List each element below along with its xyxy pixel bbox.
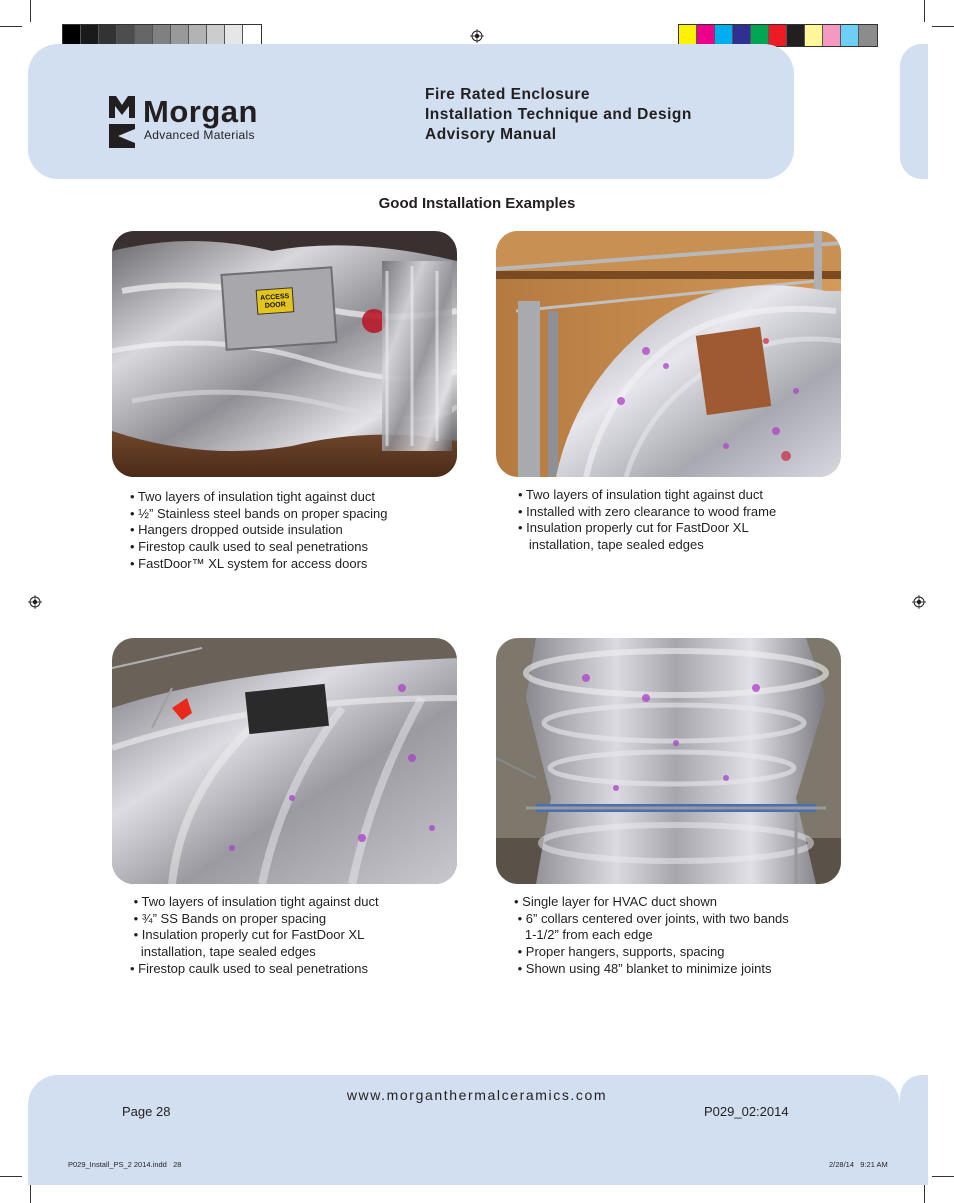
caption-bullet: • Installed with zero clearance to wood frame <box>518 503 777 519</box>
color-swatch <box>823 25 841 46</box>
photo-duct-wood-frame <box>496 231 841 477</box>
access-door-sign-label: ACCESS <box>259 292 290 303</box>
color-swatch <box>841 25 859 46</box>
color-swatch <box>679 25 697 46</box>
caption-bottom-right <box>514 894 789 978</box>
color-swatch <box>787 25 805 46</box>
color-swatch <box>171 25 189 46</box>
section-heading: Good Installation Examples <box>378 195 576 212</box>
logo-wordmark: Morgan <box>143 94 258 129</box>
caption-bullet: installation, tape sealed edges <box>130 944 316 960</box>
caption-bullet: • Proper hangers, supports, spacing <box>514 944 725 960</box>
photo-hvac-duct-collars <box>496 638 841 884</box>
morgan-logo-icon <box>109 96 135 148</box>
caption-bullet: • Insulation properly cut for FastDoor XL <box>130 927 365 943</box>
document-title-line-2: Installation Technique and Design <box>425 106 692 123</box>
access-door-sign-label: DOOR <box>264 301 287 310</box>
caption-bullet: • ½” Stainless steel bands on proper spacing <box>130 505 388 521</box>
registration-mark-icon <box>912 595 926 609</box>
caption-bullet: • Hangers dropped outside insulation <box>130 522 343 538</box>
header-side-tab <box>900 44 928 179</box>
caption-bullet: • 6” collars centered over joints, with two bands <box>514 910 789 926</box>
color-swatch <box>243 25 261 46</box>
document-title-line-3: Advisory Manual <box>425 126 557 143</box>
caption-bullet: installation, tape sealed edges <box>518 537 704 553</box>
document-code: P029_02:2014 <box>704 1104 789 1119</box>
print-slug-filename: P029_Install_PS_2 2014.indd 28 <box>68 1160 182 1169</box>
caption-bullet: • Shown using 48” blanket to minimize joints <box>514 960 772 976</box>
website-link[interactable]: www.morganthermalceramics.com <box>346 1087 608 1103</box>
color-swatch <box>751 25 769 46</box>
photo-duct-firestop-caulk <box>112 638 457 884</box>
caption-bullet: 1-1/2” from each edge <box>514 927 653 943</box>
crop-mark <box>0 1176 22 1177</box>
color-swatch <box>63 25 81 46</box>
color-swatch <box>697 25 715 46</box>
logo-subtitle: Advanced Materials <box>144 128 255 142</box>
color-swatch <box>733 25 751 46</box>
color-swatch <box>117 25 135 46</box>
color-swatch <box>859 25 877 46</box>
crop-mark <box>0 26 22 27</box>
document-title-line-1: Fire Rated Enclosure <box>425 86 591 103</box>
print-slug-timestamp: 2/28/14 9:21 AM <box>829 1160 888 1169</box>
crop-mark <box>924 0 925 22</box>
color-swatch <box>153 25 171 46</box>
crop-mark <box>932 1176 954 1177</box>
caption-top-right <box>518 487 776 554</box>
page-number: Page 28 <box>122 1104 171 1119</box>
photo-duct-access-door <box>112 231 457 477</box>
color-swatch <box>81 25 99 46</box>
color-swatch <box>805 25 823 46</box>
registration-mark-icon <box>470 29 484 43</box>
color-swatch <box>769 25 787 46</box>
crop-mark <box>30 0 31 22</box>
caption-bullet: • ¾” SS Bands on proper spacing <box>130 910 327 926</box>
caption-top-left <box>130 489 387 573</box>
caption-bullet: • FastDoor™ XL system for access doors <box>130 555 368 571</box>
color-swatch <box>135 25 153 46</box>
caption-bullet: • Insulation properly cut for FastDoor XL <box>518 520 749 536</box>
caption-bullet: • Two layers of insulation tight against duct <box>130 489 375 504</box>
color-swatch <box>225 25 243 46</box>
caption-bullet: • Firestop caulk used to seal penetrations <box>130 539 368 555</box>
caption-bottom-left <box>130 894 379 978</box>
color-swatch <box>189 25 207 46</box>
crop-mark <box>932 26 954 27</box>
caption-bullet: • Two layers of insulation tight against duct <box>130 894 379 909</box>
registration-mark-icon <box>28 595 42 609</box>
color-swatch <box>99 25 117 46</box>
color-swatch <box>207 25 225 46</box>
caption-bullet: • Firestop caulk used to seal penetrations <box>130 960 368 976</box>
caption-bullet: • Single layer for HVAC duct shown <box>514 894 718 909</box>
caption-bullet: • Two layers of insulation tight against duct <box>518 487 763 502</box>
color-swatch <box>715 25 733 46</box>
